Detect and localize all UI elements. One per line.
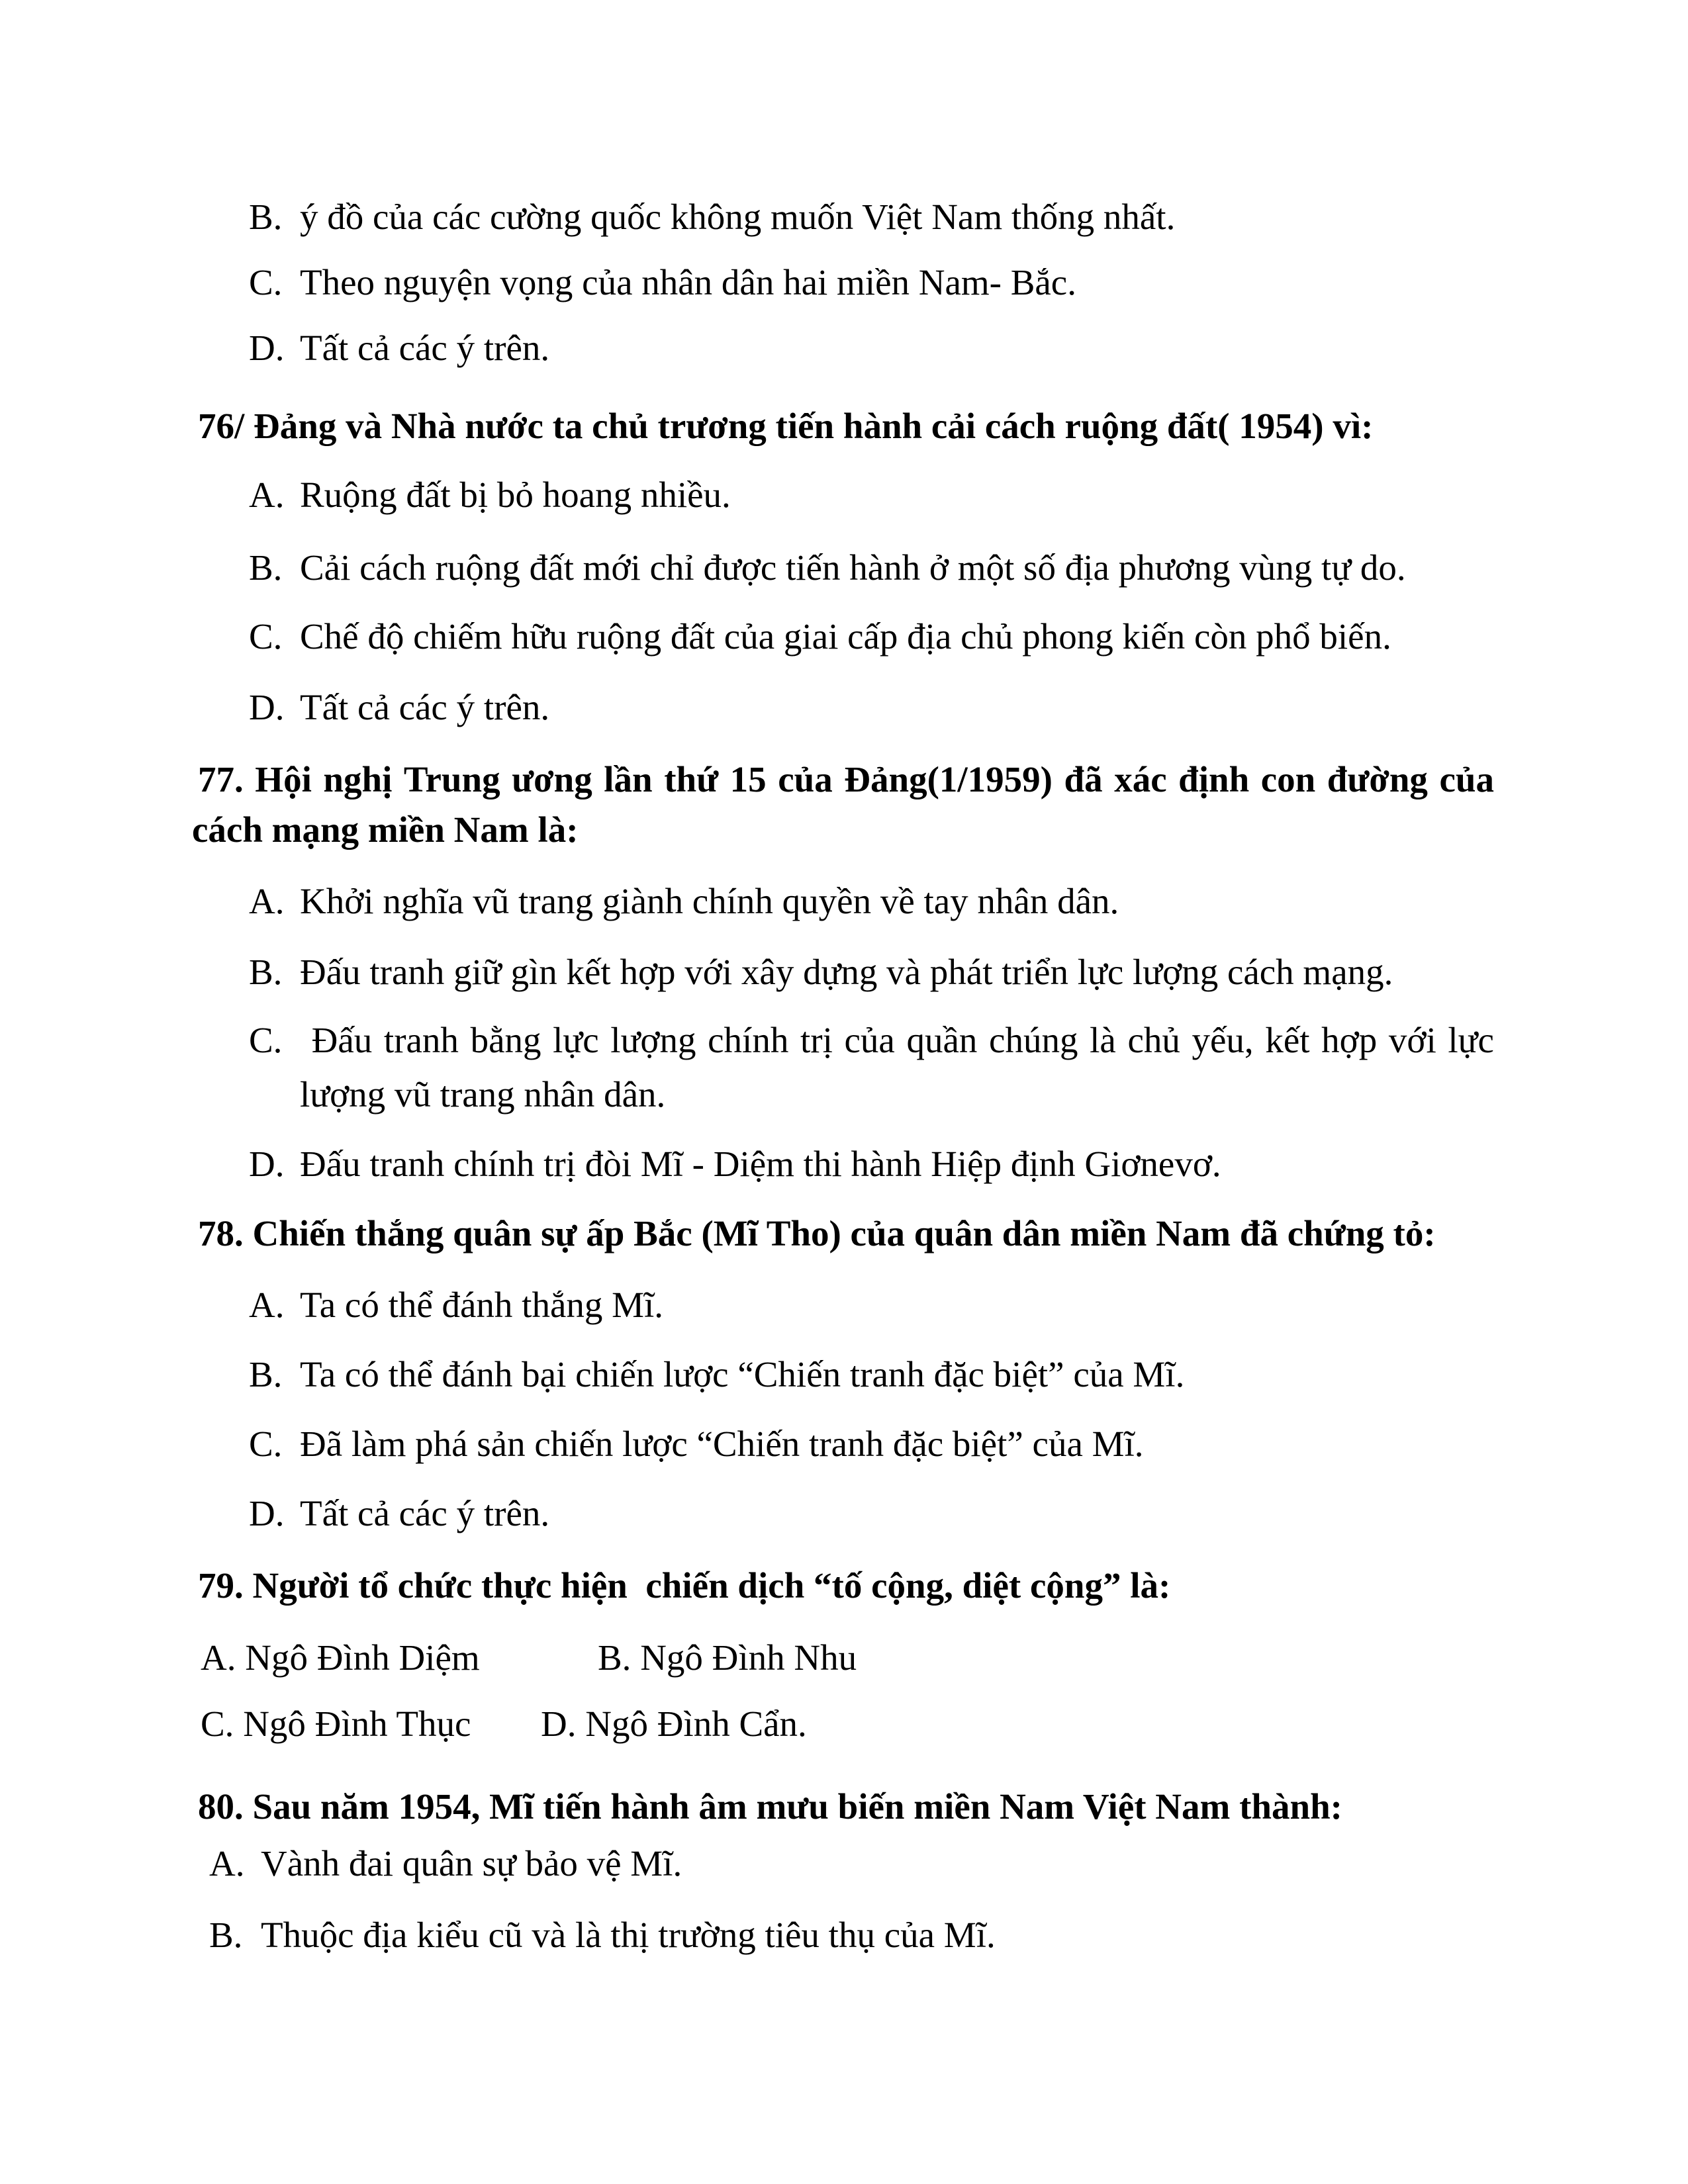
option-text-word: lượng	[610, 1020, 696, 1060]
answer-option	[209, 1845, 682, 1882]
option-text: ý đồ của các cường quốc không muốn Việt Nam thống nhất.	[300, 197, 1176, 237]
option-letter: A.	[249, 475, 285, 515]
answer-option	[249, 1022, 1494, 1058]
question-heading-text: 78. Chiến thắng quân sự ấp Bắc (Mĩ Tho) của quân dân miền Nam đã chứng tỏ:	[198, 1213, 1436, 1253]
option-letter: C.	[201, 1704, 244, 1744]
answer-option	[249, 549, 1406, 586]
question-heading-word: đã	[1064, 759, 1103, 799]
option-text-word: với	[1388, 1020, 1436, 1060]
answer-option-row	[0, 1639, 1688, 1686]
option-text: Ngô Đình Thục	[243, 1704, 471, 1744]
option-text: Chế độ chiếm hữu ruộng đất của giai cấp địa chủ phong kiến còn phổ biến.	[300, 616, 1391, 657]
question-heading-word: của	[1439, 759, 1494, 799]
option-text: Tất cả các ý trên.	[300, 687, 550, 727]
option-text: Cải cách ruộng đất mới chỉ được tiến hành ở một số địa phương vùng tự do.	[300, 547, 1406, 588]
option-text-word: là	[1090, 1020, 1116, 1060]
option-text-word: quần	[906, 1020, 978, 1060]
option-letter: D.	[249, 1493, 285, 1533]
option-text-word: chính	[708, 1020, 789, 1060]
question-heading	[198, 761, 1494, 797]
option-letter: C.	[249, 616, 283, 657]
option-text: Ta có thể đánh bại chiến lược “Chiến tranh đặc biệt” của Mĩ.	[300, 1354, 1185, 1394]
answer-option-continuation	[300, 1076, 665, 1113]
answer-option	[249, 264, 1076, 300]
option-letter: A.	[249, 1285, 285, 1325]
option-text-word: lực	[1448, 1020, 1494, 1060]
answer-option	[249, 1146, 1221, 1182]
option-text: Theo nguyện vọng của nhân dân hai miền Nam- Bắc.	[300, 262, 1076, 302]
option-text-word: lực	[553, 1020, 599, 1060]
question-heading-word: Hội	[255, 759, 312, 799]
option-letter: B.	[598, 1637, 641, 1678]
question-heading-word: của	[778, 759, 833, 799]
option-letter: C.	[249, 1020, 283, 1060]
option-letter: D.	[249, 328, 285, 368]
option-letter: A.	[209, 1843, 245, 1884]
option-text-word: hợp	[1321, 1020, 1378, 1060]
question-heading-word: Đảng(1/1959)	[844, 759, 1053, 799]
question-heading	[192, 811, 579, 848]
option-text: Ta có thể đánh thắng Mĩ.	[300, 1285, 664, 1325]
option-text: Ngô Đình Cẩn.	[585, 1704, 807, 1744]
option-text: Tất cả các ý trên.	[300, 328, 550, 368]
option-text: Vành đai quân sự bảo vệ Mĩ.	[261, 1843, 682, 1884]
question-heading-word: thứ	[664, 759, 719, 799]
question-heading	[198, 408, 1373, 444]
option-letter: B.	[209, 1915, 243, 1955]
answer-option	[598, 1639, 857, 1676]
question-heading-word: Trung	[403, 759, 500, 799]
option-text: Ngô Đình Nhu	[640, 1637, 857, 1678]
option-letter: B.	[249, 952, 283, 992]
answer-option	[541, 1706, 807, 1742]
answer-option	[249, 883, 1119, 919]
answer-option	[249, 954, 1393, 990]
option-letter: D.	[249, 1144, 285, 1184]
question-heading-text: 79. Người tổ chức thực hiện chiến dịch “tố cộng, diệt cộng” là:	[198, 1565, 1171, 1606]
option-text-word: tranh	[383, 1020, 459, 1060]
answer-option-row	[0, 1706, 1688, 1752]
question-heading-word: lần	[604, 759, 653, 799]
option-text-word: yếu,	[1192, 1020, 1254, 1060]
option-letter: B.	[249, 1354, 283, 1394]
option-text: Đấu tranh giữ gìn kết hợp với xây dựng và phát triển lực lượng cách mạng.	[300, 952, 1393, 992]
option-letter: A.	[201, 1637, 246, 1678]
option-text-word: chủ	[1127, 1020, 1180, 1060]
question-heading-word: con	[1260, 759, 1316, 799]
question-heading-text: cách mạng miền Nam là:	[192, 809, 579, 850]
question-heading	[198, 1788, 1342, 1825]
answer-option	[249, 1495, 549, 1531]
question-heading-word: 77.	[198, 759, 244, 799]
option-letter: C.	[249, 262, 283, 302]
option-letter: D.	[249, 687, 285, 727]
question-heading-text: 80. Sau năm 1954, Mĩ tiến hành âm mưu biến miền Nam Việt Nam thành:	[198, 1786, 1342, 1827]
question-heading-word: 15	[729, 759, 767, 799]
option-text: Ruộng đất bị bỏ hoang nhiều.	[300, 475, 731, 515]
option-text-word: chúng	[989, 1020, 1078, 1060]
question-heading	[198, 1215, 1436, 1251]
answer-option	[249, 477, 731, 513]
option-letter: B.	[249, 197, 283, 237]
answer-option	[249, 1356, 1184, 1392]
answer-option	[249, 618, 1391, 655]
option-text: Tất cả các ý trên.	[300, 1493, 550, 1533]
question-heading	[198, 1567, 1170, 1604]
answer-option	[249, 1426, 1144, 1462]
option-text-word: bằng	[470, 1020, 541, 1060]
option-text: Đấu tranh chính trị đòi Mĩ - Diệm thi hành Hiệp định Giơnevơ.	[300, 1144, 1221, 1184]
option-text: Đã làm phá sản chiến lược “Chiến tranh đặc biệt” của Mĩ.	[300, 1424, 1144, 1464]
option-text-word: kết	[1265, 1020, 1310, 1060]
question-heading-word: đường	[1327, 759, 1428, 799]
answer-option	[249, 1287, 663, 1323]
option-letter: C.	[249, 1424, 283, 1464]
question-heading-word: nghị	[323, 759, 393, 799]
option-text-word: trị	[800, 1020, 833, 1060]
option-text: Ngô Đình Diệm	[245, 1637, 480, 1678]
answer-option	[201, 1706, 471, 1742]
option-text: Thuộc địa kiểu cũ và là thị trường tiêu thụ của Mĩ.	[261, 1915, 996, 1955]
question-heading-text: 76/ Đảng và Nhà nước ta chủ trương tiến hành cải cách ruộng đất( 1954) vì:	[198, 406, 1374, 446]
option-text-word: Đấu	[311, 1020, 373, 1060]
question-heading-word: ương	[512, 759, 592, 799]
option-text: lượng vũ trang nhân dân.	[300, 1074, 666, 1115]
answer-option	[209, 1917, 996, 1953]
option-letter: D.	[541, 1704, 586, 1744]
answer-option	[249, 330, 549, 366]
question-heading-word: định	[1178, 759, 1250, 799]
answer-option	[249, 689, 549, 725]
option-letter: A.	[249, 881, 285, 921]
question-heading-word: xác	[1114, 759, 1167, 799]
option-letter: B.	[249, 547, 283, 588]
answer-option	[249, 199, 1175, 235]
answer-option	[201, 1639, 480, 1676]
option-text: Khởi nghĩa vũ trang giành chính quyền về tay nhân dân.	[300, 881, 1119, 921]
option-text-word: của	[844, 1020, 895, 1060]
